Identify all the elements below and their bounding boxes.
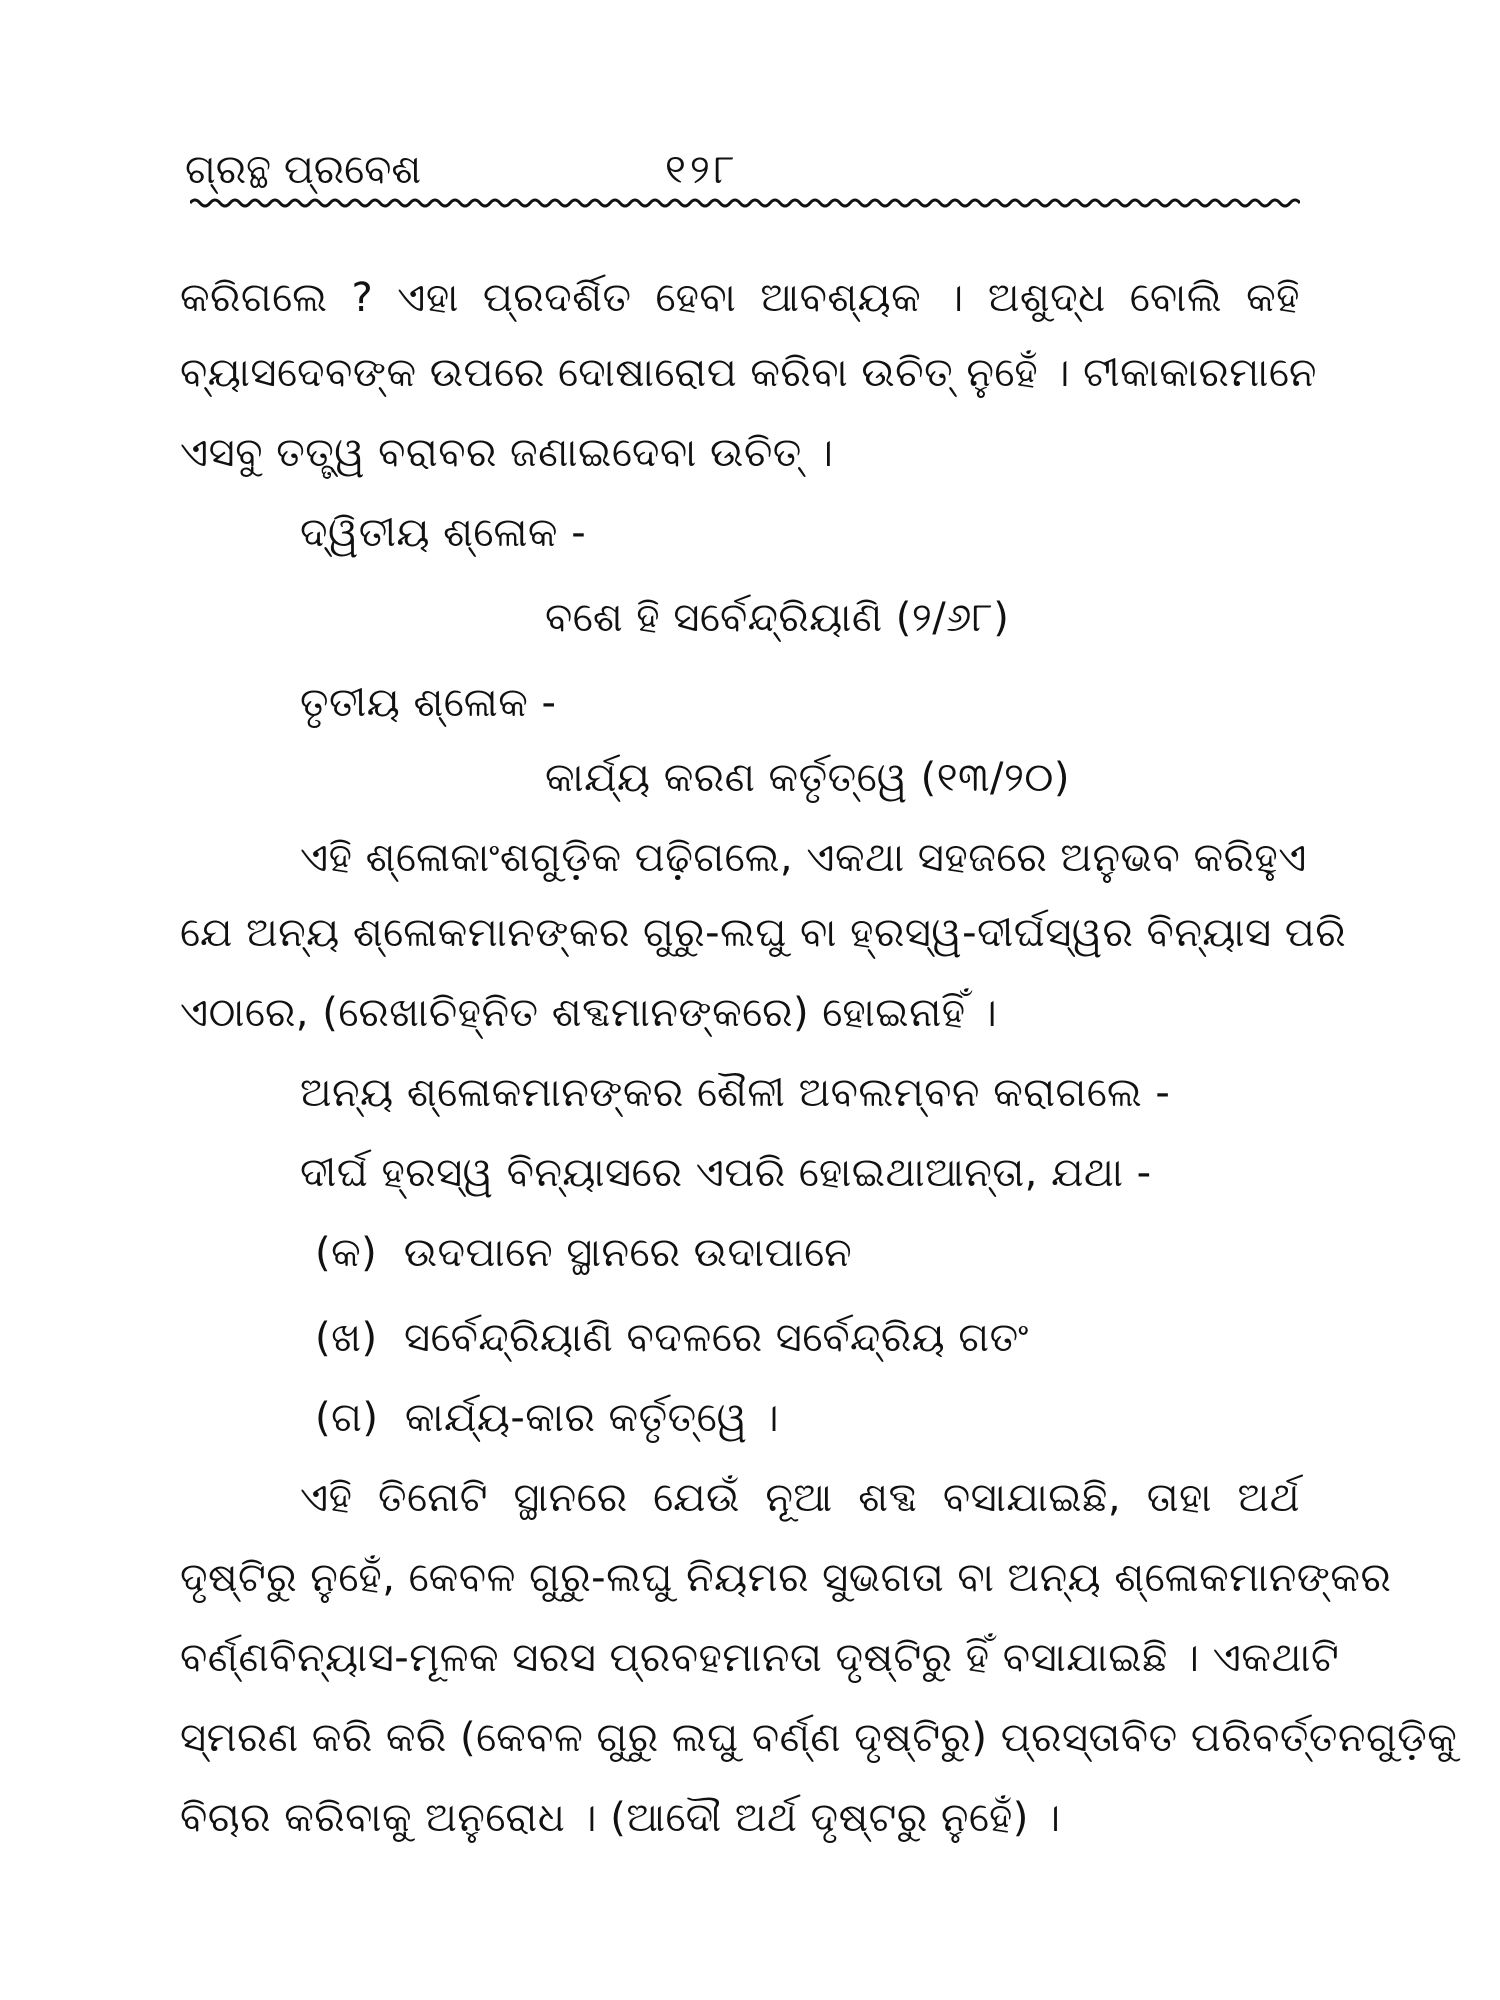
text-line: ବର୍ଣ୍ଣବିନ୍ୟାସ-ମୂଳକ ସରସ ପ୍ରବହମାନତା ଦୃଷ୍ଟିରୁ ହିଁ ବସାଯାଇଛି । ଏକଥାଟି	[180, 1635, 1340, 1681]
running-title: ଗ୍ରନ୍ଥ ପ୍ରବେଶ	[185, 147, 422, 193]
text-line: ବ୍ୟାସଦେବଙ୍କ ଉପରେ ଦୋଷାରୋପ କରିବା ଉଚିତ୍ ନୁହେଁ । ଟୀକାକାରମାନେ	[180, 350, 1317, 396]
header-rule	[190, 195, 1300, 211]
text-line: ଦୀର୍ଘ ହ୍ରସ୍ୱ ବିନ୍ୟାସରେ ଏପରି ହୋଇଥାଆନ୍ତା, ଯଥା -	[300, 1150, 1152, 1196]
page-header	[185, 140, 1305, 200]
text-line: ସ୍ମରଣ କରି କରି (କେବଳ ଗୁରୁ ଲଘୁ ବର୍ଣ୍ଣ ଦୃଷ୍ଟିରୁ) ପ୍ରସ୍ତାବିତ ପରିବର୍ତ୍ତନଗୁଡ଼ିକୁ	[180, 1715, 1458, 1761]
text-line: ଏହି ତିନୋଟି ସ୍ଥାନରେ ଯେଉଁ ନୂଆ ଶବ୍ଦ ବସାଯାଇଛି, ତାହା ଅର୍ଥ	[300, 1475, 1300, 1521]
text-line: ଯେ ଅନ୍ୟ ଶ୍ଳୋକମାନଙ୍କର ଗୁରୁ-ଲଘୁ ବା ହ୍ରସ୍ୱ-ଦୀର୍ଘସ୍ୱର ବିନ୍ୟାସ ପରି	[180, 910, 1347, 956]
text-line: ଅନ୍ୟ ଶ୍ଳୋକମାନଙ୍କର ଶୈଳୀ ଅବଲମ୍ବନ କରାଗଲେ -	[300, 1070, 1171, 1116]
heading-second-verse: ଦ୍ୱିତୀୟ ଶ୍ଳୋକ -	[300, 510, 587, 556]
heading-third-verse: ତୃତୀୟ ଶ୍ଳୋକ -	[300, 680, 557, 726]
page-number: ୧୨୮	[665, 147, 739, 193]
verse-quote: ବଶେ ହି ସର୍ବେନ୍ଦ୍ରିୟାଣି (୨/୬୮)	[545, 595, 1010, 641]
text-line: ଏହି ଶ୍ଳୋକାଂଶଗୁଡ଼ିକ ପଢ଼ିଗଲେ, ଏକଥା ସହଜରେ ଅନୁଭବ କରିହୁଏ	[300, 835, 1307, 881]
text-line: କରିଗଲେ ? ଏହା ପ୍ରଦର୍ଶିତ ହେବା ଆବଶ୍ୟକ । ଅଶୁଦ୍ଧ ବୋଲି କହି	[180, 275, 1300, 321]
text-line: ଏଠାରେ, (ରେଖାଚିହ୍ନିତ ଶବ୍ଦମାନଙ୍କରେ) ହୋଇନାହିଁ ।	[180, 990, 998, 1036]
list-item: (ଗ) କାର୍ଯ୍ୟ-କାର କର୍ତୃତ୍ୱେ ।	[315, 1395, 780, 1441]
text-line: ଦୃଷ୍ଟିରୁ ନୁହେଁ, କେବଳ ଗୁରୁ-ଲଘୁ ନିୟମର ସୁଭଗତା ବା ଅନ୍ୟ ଶ୍ଳୋକମାନଙ୍କର	[180, 1555, 1392, 1601]
list-item: (କ) ଉଦପାନେ ସ୍ଥାନରେ ଉଦାପାନେ	[315, 1230, 853, 1276]
text-line: ବିଚାର କରିବାକୁ ଅନୁରୋଧ । (ଆଦୌ ଅର୍ଥ ଦୃଷ୍ଟରୁ ନୁହେଁ) ।	[180, 1795, 1061, 1841]
list-item: (ଖ) ସର୍ବେନ୍ଦ୍ରିୟାଣି ବଦଳରେ ସର୍ବେନ୍ଦ୍ରିୟ ଗତଂ	[315, 1315, 1029, 1361]
text-line: ଏସବୁ ତତ୍ତ୍ୱ ବରାବର ଜଣାଇଦେବା ଉଚିତ୍ ।	[180, 430, 834, 476]
verse-quote: କାର୍ଯ୍ୟ କରଣ କର୍ତୃତ୍ୱେ (୧୩/୨୦)	[545, 755, 1070, 801]
